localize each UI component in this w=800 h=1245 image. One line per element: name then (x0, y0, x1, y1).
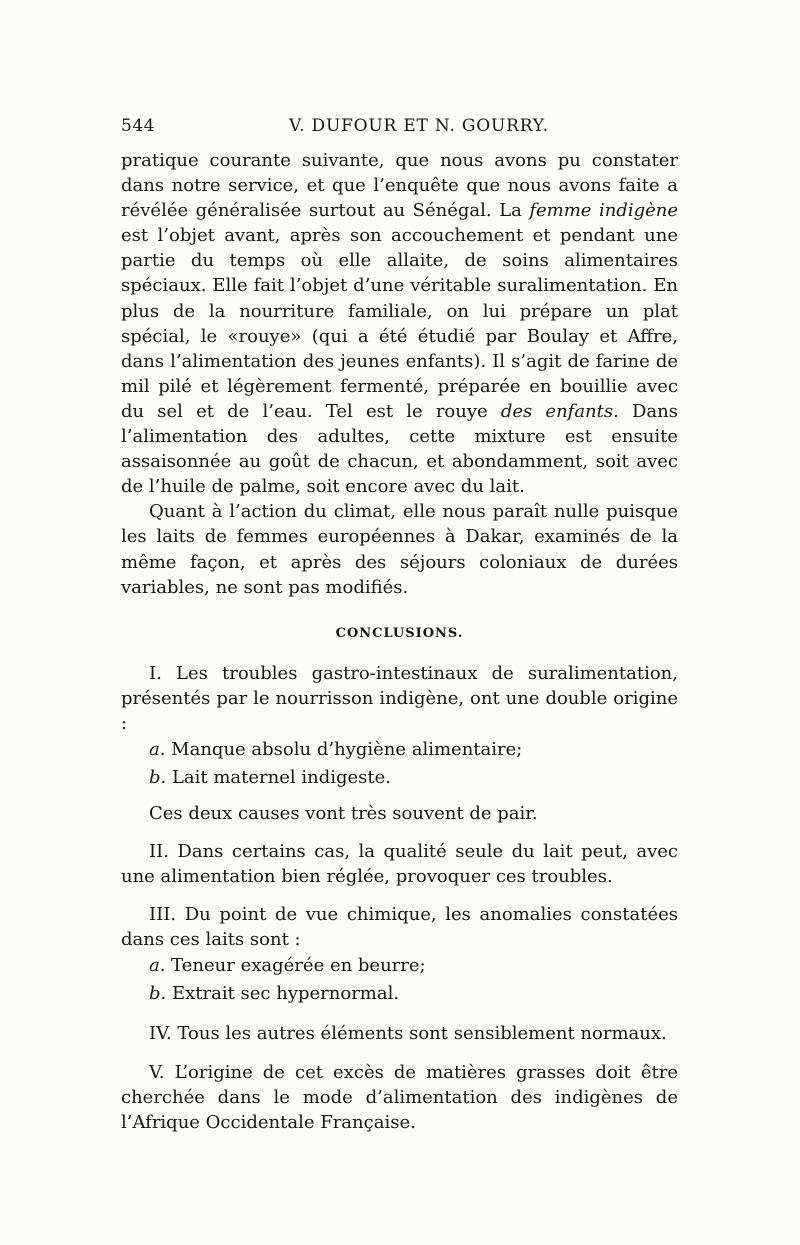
paragraph-text: Dans l’alimentation des adultes, cette mixture est ensuite assaisonnée au goût de chacun, et abondamment, soit avec de l’huile de palme, soit encore avec du lait. (121, 400, 678, 498)
paragraph-text: pratique courante suivante, que nous avons pu constater dans notre service, et que l’enquête que nous avons faite a révélée généralisée surtout au Sénégal. La (121, 150, 678, 222)
page-number: 544 (121, 116, 155, 136)
conclusion-2: II. Dans certains cas, la qualité seule du lait peut, avec une alimentation bien réglée, provoquer ces troubles. (121, 841, 678, 888)
item-text: Lait maternel indigeste. (166, 766, 392, 788)
conclusion-3: III. Du point de vue chimique, les anomalies constatées dans ces laits sont : (121, 904, 678, 951)
body-paragraph-2: Quant à l’action du climat, elle nous paraît nulle puisque les laits de femmes européennes à Dakar, examinés de la même façon, et après des séjours coloniaux de durées variables, ne sont pas modifiés. (121, 501, 678, 598)
item-text: Manque absolu d’hygiène alimentaire; (165, 738, 523, 760)
conclusion-4: IV. Tous les autres éléments sont sensiblement normaux. (149, 1023, 667, 1045)
italic-phrase: femme indigène (529, 200, 678, 222)
paragraph-text: est l’objet avant, après son accouchement et pendant une partie du temps où elle allaite, de soins alimentaires spéciaux. Elle fait l’objet d’une véritable suralimentation. En plus de la nourriture familiale, on lui prépare un plat spécial, le «rouye» (qui a été étudié par Boulay et Affre, dans l’alimentation des jeunes enfants). Il s’agit de farine de mil pilé et légèrement fermenté, préparée en bouillie avec du sel et de l’eau. Tel est le rouye (121, 225, 678, 422)
page-header (121, 116, 678, 148)
item-text: Teneur exagérée en beurre; (165, 955, 426, 977)
book-page (121, 116, 678, 1135)
item-letter: b. (149, 983, 167, 1005)
running-head: V. DUFOUR ET N. GOURRY. (289, 116, 549, 136)
conclusion-3-item-a (149, 952, 678, 980)
item-text: Extrait sec hypernormal. (166, 983, 400, 1005)
item-letter: a. (149, 955, 166, 977)
conclusion-1-note: Ces deux causes vont très souvent de pair. (149, 802, 538, 824)
conclusion-3-item-b (149, 980, 678, 1008)
conclusion-5: V. L’origine de cet excès de matières grasses doit être cherchée dans le mode d’alimentation des indigènes de l’Afrique Occidentale Française. (121, 1061, 678, 1133)
conclusion-1-item-a (149, 736, 678, 764)
italic-phrase: des enfants. (500, 400, 619, 422)
body-paragraph-1 (121, 148, 678, 499)
conclusion-1-item-b (149, 764, 678, 792)
conclusion-1: I. Les troubles gastro-intestinaux de suralimentation, présentés par le nourrisson indigène, ont une double origine : (121, 662, 678, 734)
item-letter: b. (149, 766, 167, 788)
section-title: CONCLUSIONS. (335, 625, 464, 641)
item-letter: a. (149, 738, 166, 760)
